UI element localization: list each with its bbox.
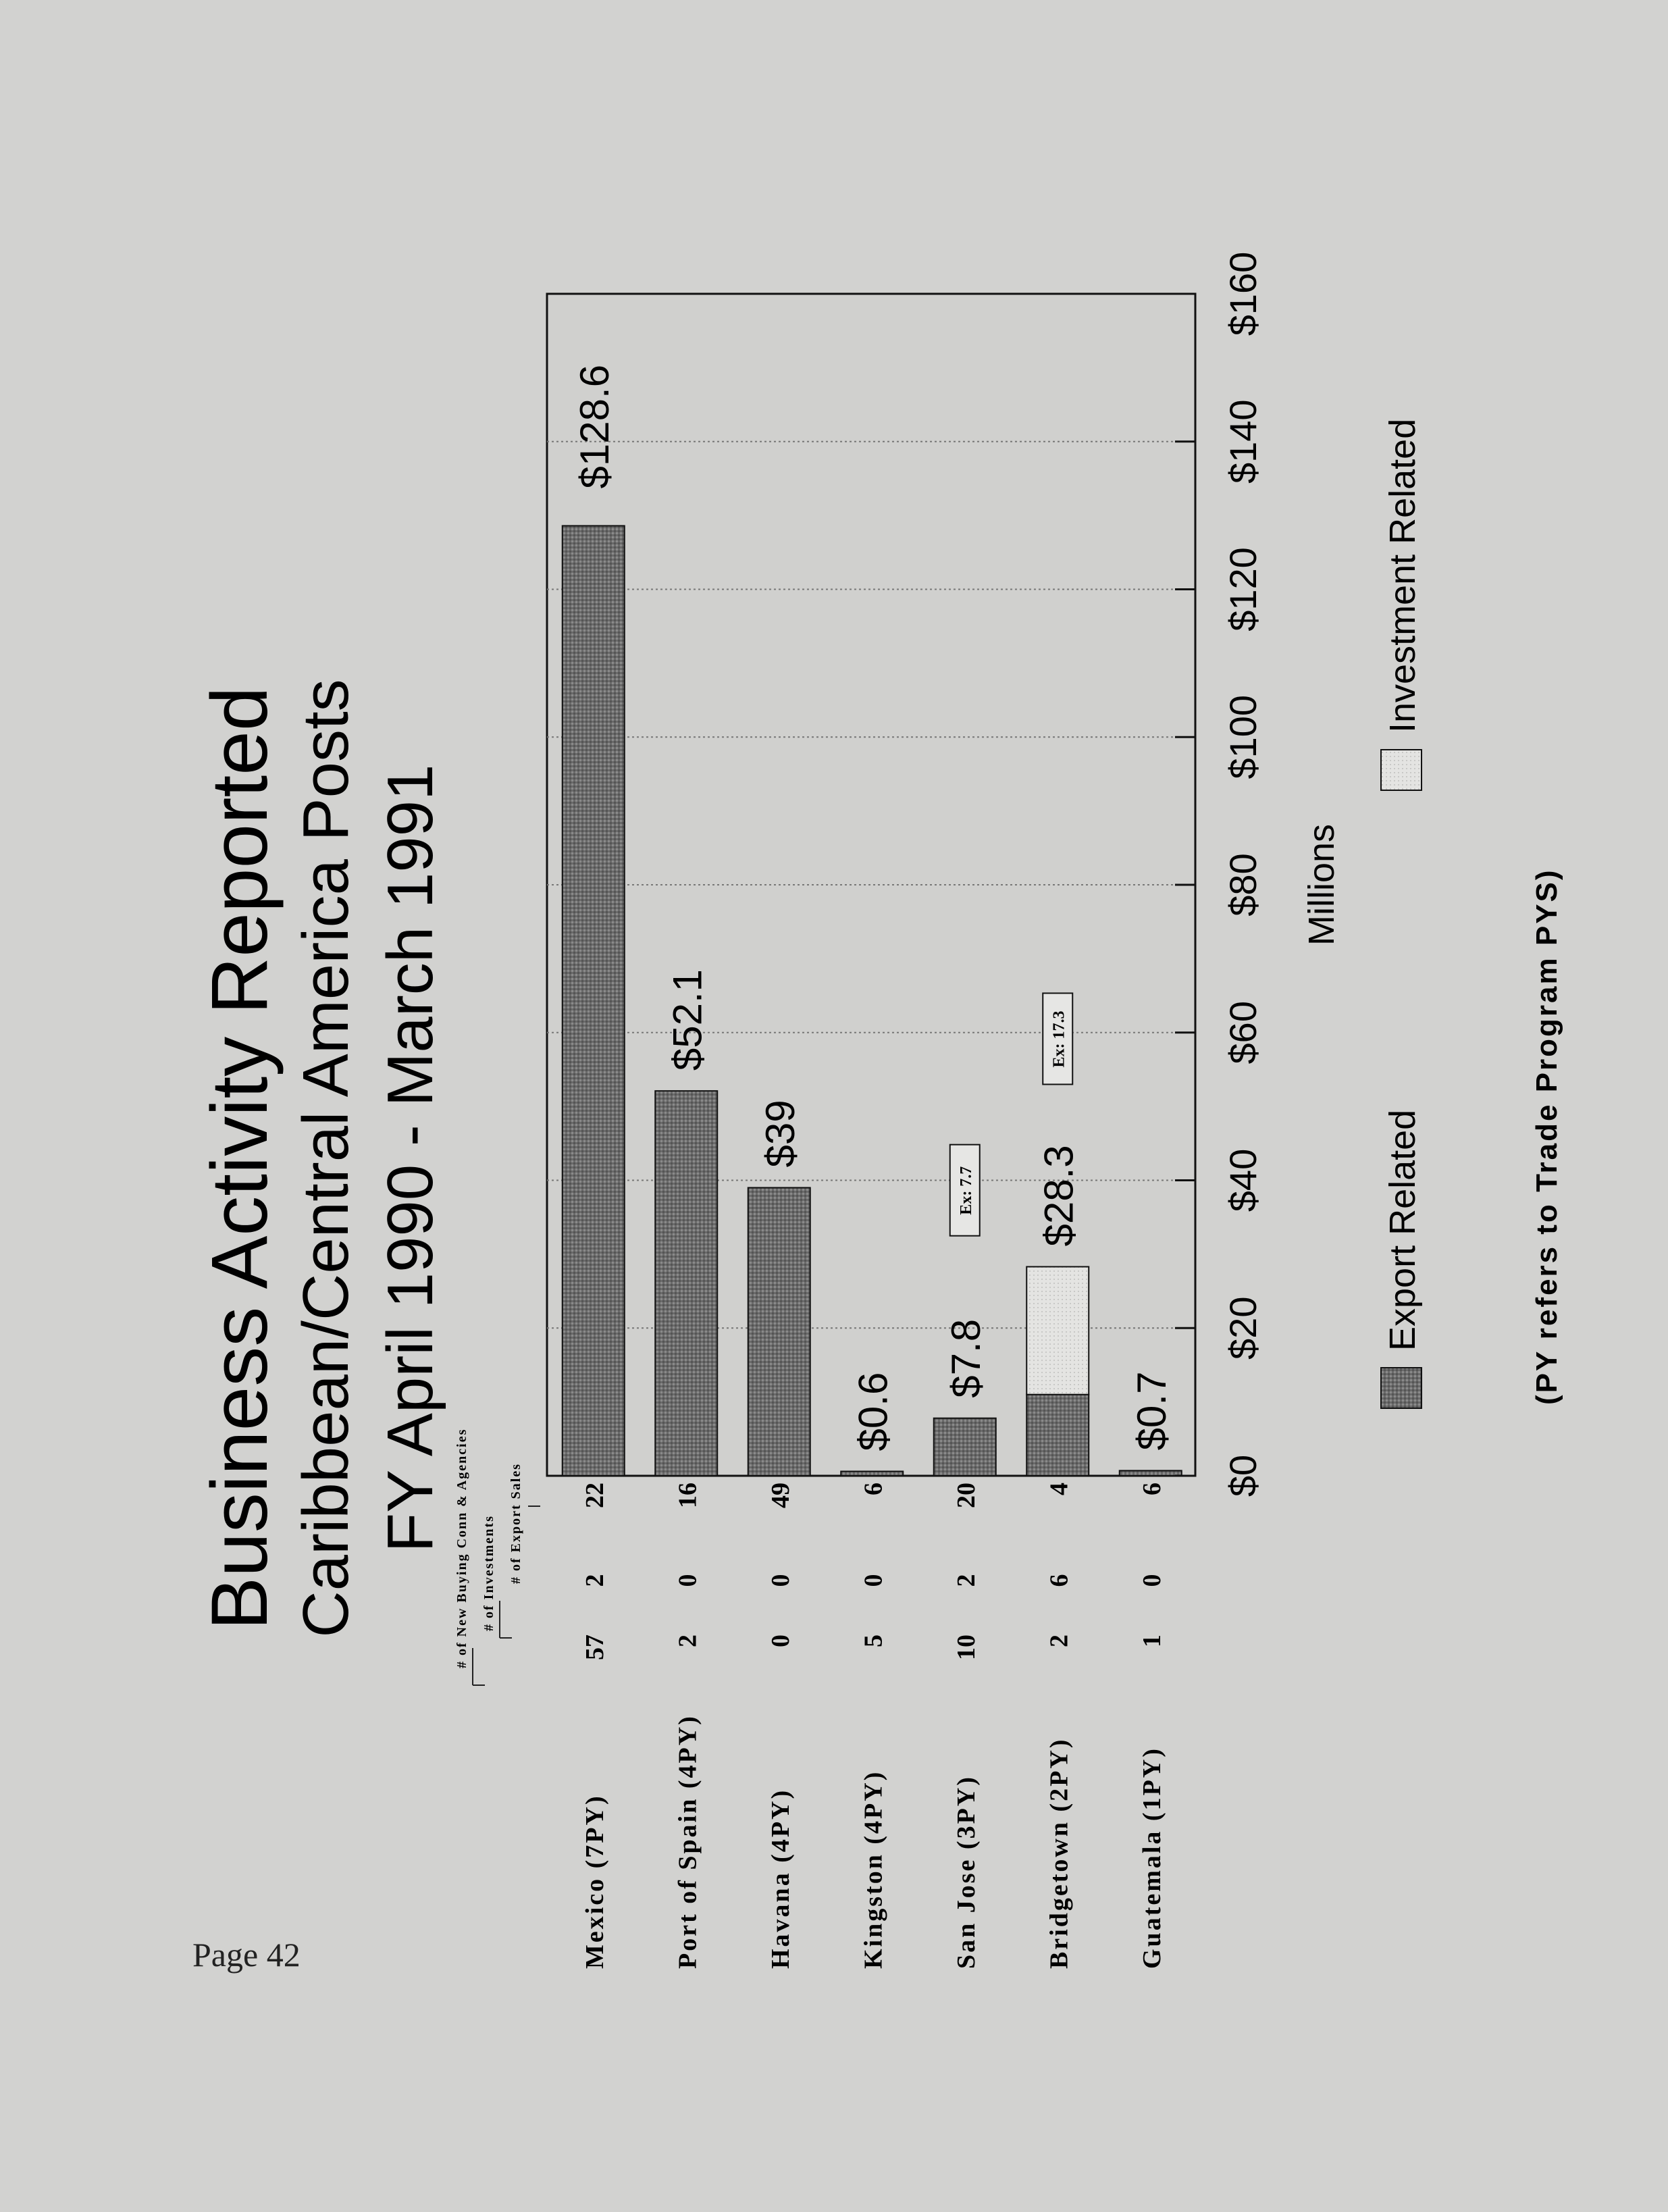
bar-export	[655, 1091, 717, 1476]
post-name: Kingston (4PY)	[859, 1770, 888, 1969]
buying-count: 1	[1137, 1635, 1166, 1647]
investment-count: 0	[766, 1574, 795, 1587]
bar-export	[934, 1418, 996, 1476]
bar-export	[1120, 1470, 1182, 1476]
table-row	[673, 1483, 702, 1969]
x-tick-label: $20	[1222, 1296, 1264, 1360]
chart-subtitle: Caribbean/Central America Posts	[290, 679, 362, 1638]
post-name: Havana (4PY)	[766, 1788, 795, 1969]
annotation-text: Ex: 17.3	[1050, 1010, 1068, 1068]
investment-count: 2	[580, 1574, 609, 1587]
post-table	[581, 1483, 1166, 1969]
x-tick-label: $40	[1222, 1148, 1264, 1212]
table-row	[581, 1483, 609, 1969]
x-tick-label: $120	[1222, 547, 1264, 632]
export-sales-count: 49	[766, 1483, 795, 1508]
table-row	[1045, 1483, 1073, 1969]
footnote: (PY refers to Trade Program PYS)	[1530, 868, 1563, 1405]
column-header-export-sales: # of Export Sales	[509, 1463, 523, 1584]
bar-investment	[1026, 1266, 1089, 1394]
data-label: $7.8	[943, 1318, 989, 1398]
export-sales-count: 4	[1045, 1483, 1074, 1495]
chart-period: FY April 1990 - March 1991	[374, 764, 446, 1553]
chart-title: Business Activity Reported	[195, 686, 284, 1630]
data-label: $28.3	[1036, 1145, 1082, 1247]
export-sales-count: 6	[859, 1483, 888, 1495]
table-row	[1138, 1483, 1166, 1969]
x-tick-label: $160	[1222, 251, 1264, 336]
buying-count: 57	[580, 1635, 609, 1660]
annotation-text: Ex: 7.7	[957, 1166, 975, 1215]
post-name: Bridgetown (2PY)	[1045, 1737, 1074, 1969]
export-sales-count: 22	[580, 1483, 609, 1508]
data-label: $128.6	[571, 364, 617, 489]
investment-count: 0	[673, 1574, 702, 1587]
buying-count: 0	[766, 1635, 795, 1647]
bar-export	[841, 1471, 903, 1476]
investment-count: 0	[1137, 1574, 1166, 1587]
plot-area	[547, 252, 1264, 1497]
investment-count: 0	[859, 1574, 888, 1587]
legend	[1381, 419, 1423, 1408]
post-name: Port of Spain (4PY)	[673, 1714, 702, 1969]
buying-count: 2	[673, 1635, 702, 1647]
x-tick-label: $140	[1222, 399, 1264, 484]
plot-frame	[547, 294, 1195, 1476]
export-sales-count: 6	[1137, 1483, 1166, 1495]
x-tick-label: $60	[1222, 1001, 1264, 1064]
data-label: $39	[757, 1100, 803, 1168]
buying-count: 5	[859, 1635, 888, 1647]
legend-label-investment: Investment Related	[1382, 418, 1423, 733]
data-label: $0.6	[850, 1372, 896, 1451]
data-label: $0.7	[1128, 1371, 1174, 1451]
table-row	[766, 1483, 795, 1969]
page-number: Page 42	[192, 1936, 301, 1974]
table-row	[952, 1483, 981, 1969]
x-axis-title: Millions	[1301, 823, 1342, 946]
investment-count: 2	[952, 1574, 981, 1587]
buying-count: 2	[1045, 1635, 1074, 1647]
x-tick-label: $100	[1222, 694, 1264, 779]
legend-label-export: Export Related	[1382, 1109, 1423, 1351]
data-label: $52.1	[664, 969, 710, 1071]
x-tick-label: $0	[1222, 1454, 1264, 1497]
legend-swatch-export	[1381, 1368, 1422, 1408]
x-tick-label: $80	[1222, 853, 1264, 917]
export-sales-count: 20	[952, 1483, 981, 1508]
legend-swatch-investment	[1381, 750, 1422, 790]
buying-count: 10	[952, 1635, 981, 1660]
export-sales-count: 16	[673, 1483, 702, 1508]
post-name: San Jose (3PY)	[952, 1775, 981, 1969]
table-row	[859, 1483, 887, 1969]
post-name: Guatemala (1PY)	[1137, 1747, 1166, 1969]
bar-export	[1026, 1395, 1089, 1476]
column-header-buying: # of New Buying Conn & Agencies	[454, 1428, 469, 1668]
investment-count: 6	[1045, 1574, 1074, 1587]
column-header-investments: # of Investments	[481, 1515, 496, 1631]
bar-export	[748, 1187, 810, 1476]
post-name: Mexico (7PY)	[580, 1794, 609, 1969]
bar-export	[563, 525, 625, 1476]
